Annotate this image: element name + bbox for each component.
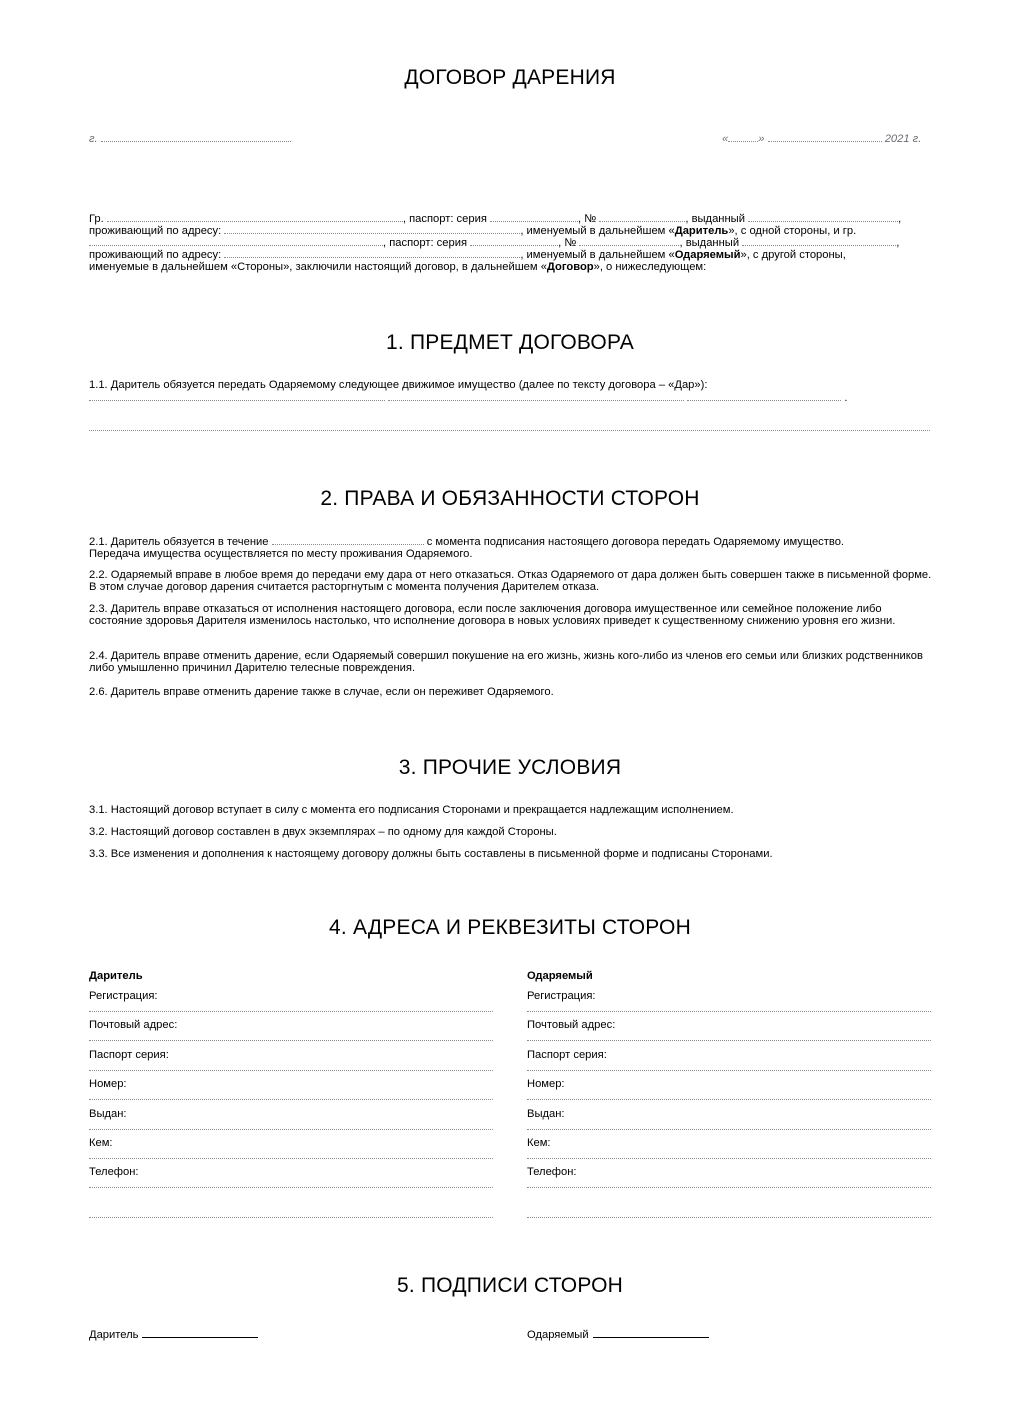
donee-field-line[interactable]	[527, 1187, 931, 1188]
donor-field-line[interactable]	[89, 1011, 493, 1012]
donor-field-label: Паспорт серия:	[89, 1048, 169, 1061]
comma: ,	[896, 237, 900, 249]
section-5-title: 5. ПОДПИСИ СТОРОН	[397, 1274, 623, 1297]
clause-3-2: 3.2. Настоящий договор составлен в двух экземплярах – по одному для каждой Стороны.	[89, 826, 557, 838]
parties-line-3	[89, 237, 899, 249]
donee-extra-line[interactable]	[527, 1217, 931, 1218]
parties-line-5	[89, 261, 706, 273]
donor-field-label: Кем:	[89, 1137, 113, 1149]
donor-field-label: Номер:	[89, 1078, 127, 1091]
parties-line-4	[89, 249, 846, 261]
date-open-quote: «	[722, 133, 729, 145]
donee-signature-line[interactable]	[593, 1327, 709, 1338]
donor-signature-label: Даритель	[89, 1329, 139, 1341]
donor-signature	[89, 1327, 258, 1341]
comma: ,	[898, 213, 902, 225]
clause-3-3: 3.3. Все изменения и дополнения к настоящему договору должны быть составлены в письменной форме и подписаны Сторонами.	[89, 848, 773, 860]
donee-name-blank[interactable]	[89, 245, 383, 246]
donor-field-line[interactable]	[89, 1040, 493, 1041]
donee-term: Одаряемый	[674, 249, 741, 261]
donor-field-line[interactable]	[89, 1070, 493, 1071]
donor-field-label: Телефон:	[89, 1166, 139, 1179]
clause-2-4: 2.4. Даритель вправе отменить дарение, если Одаряемый совершил покушение на его жизнь, жизнь кого-либо из членов его семьи или близких родственников либо умышленно причинил Дарителю телесные повреждения.	[89, 650, 923, 674]
date-year: 2021 г.	[884, 133, 922, 145]
clause-2-1	[89, 536, 844, 548]
donee-field-line[interactable]	[527, 1070, 931, 1071]
period: .	[844, 392, 848, 404]
donor-issued-blank[interactable]	[748, 221, 898, 222]
clause-1-1: 1.1. Даритель обязуется передать Одаряемому следующее движимое имущество (далее по тексту договора – «Дар»):	[89, 379, 708, 391]
donor-field-label: Выдан:	[89, 1107, 127, 1120]
donee-field-label: Выдан:	[527, 1107, 565, 1120]
section-3-title: 3. ПРОЧИЕ УСЛОВИЯ	[398, 756, 622, 779]
clause-3-1: 3.1. Настоящий договор вступает в силу с момента его подписания Сторонами и прекращается надлежащим исполнением.	[89, 804, 734, 816]
residence-label: проживающий по адресу:	[89, 225, 222, 237]
day-blank[interactable]	[728, 141, 758, 142]
donee-field-line[interactable]	[527, 1129, 931, 1130]
donor-field-label: Почтовый адрес:	[89, 1019, 178, 1032]
citizen-label: Гр.	[89, 213, 104, 225]
donee-signature	[527, 1327, 709, 1341]
gift-blank-3[interactable]	[687, 400, 841, 401]
donee-field-label: Регистрация:	[527, 990, 596, 1002]
one-side-label: », с одной стороны, и гр.	[728, 225, 857, 237]
donee-field-line[interactable]	[527, 1158, 931, 1159]
donor-field-label: Регистрация:	[89, 990, 158, 1002]
parties-line-1	[89, 213, 901, 225]
residence-label: проживающий по адресу:	[89, 249, 222, 261]
transfer-term-blank[interactable]	[272, 544, 424, 545]
donor-field-line[interactable]	[89, 1129, 493, 1130]
donor-field-line[interactable]	[89, 1099, 493, 1100]
donor-name-blank[interactable]	[107, 221, 403, 222]
city-line	[89, 133, 291, 145]
hereinafter-label: , именуемый в дальнейшем «	[520, 225, 675, 237]
city-prefix: г.	[89, 133, 98, 145]
parties-intro-text: именуемые в дальнейшем «Стороны», заключили настоящий договор, в дальнейшем «	[89, 261, 547, 273]
donee-field-line[interactable]	[527, 1099, 931, 1100]
city-blank[interactable]	[101, 141, 291, 142]
donor-field-line[interactable]	[89, 1187, 493, 1188]
number-label: , №	[578, 213, 597, 225]
donor-address-blank[interactable]	[224, 233, 520, 234]
donee-number-blank[interactable]	[579, 245, 679, 246]
donee-field-label: Кем:	[527, 1137, 551, 1149]
donor-requisites-heading: Даритель	[89, 970, 143, 982]
parties-line-2	[89, 225, 856, 237]
issued-label: , выданный	[685, 213, 745, 225]
gift-blank-line[interactable]	[89, 430, 930, 431]
parties-outro-text: », о нижеследующем:	[593, 261, 707, 273]
other-side-label: », с другой стороны,	[740, 249, 846, 261]
gift-blank-2[interactable]	[388, 400, 684, 401]
donor-signature-line[interactable]	[142, 1327, 258, 1338]
donee-field-label: Паспорт серия:	[527, 1048, 607, 1061]
clause-2-1-text-b: с момента подписания настоящего договора передать Одаряемому имущество.	[426, 536, 845, 548]
donee-field-label: Номер:	[527, 1078, 565, 1091]
donee-field-label: Телефон:	[527, 1166, 577, 1179]
donor-term: Даритель	[674, 225, 729, 237]
hereinafter-label: , именуемый в дальнейшем «	[520, 249, 675, 261]
gift-blank-1[interactable]	[89, 400, 385, 401]
donee-series-blank[interactable]	[470, 245, 558, 246]
donee-field-line[interactable]	[527, 1011, 931, 1012]
clause-2-1-text-a: 2.1. Даритель обязуется в течение	[89, 536, 269, 548]
donor-field-line[interactable]	[89, 1158, 493, 1159]
section-4-title: 4. АДРЕСА И РЕКВЕЗИТЫ СТОРОН	[329, 916, 691, 939]
gift-description-line	[89, 392, 847, 404]
clause-2-2: 2.2. Одаряемый вправе в любое время до передачи ему дара от него отказаться. Отказ Одаряемого от дара должен быть совершен также в письменной форме. В этом случае договор дарения считается расторгнутым с момента получения Дарителем отказа.	[89, 569, 932, 593]
passport-series-label: , паспорт: серия	[383, 237, 468, 249]
document-title: ДОГОВОР ДАРЕНИЯ	[404, 66, 616, 89]
date-close-quote: »	[758, 133, 765, 145]
donee-address-blank[interactable]	[224, 257, 520, 258]
donee-field-line[interactable]	[527, 1040, 931, 1041]
clause-2-1-cont: Передача имущества осуществляется по месту проживания Одаряемого.	[89, 548, 473, 560]
donee-issued-blank[interactable]	[742, 245, 896, 246]
donee-requisites-heading: Одаряемый	[527, 970, 593, 982]
donee-signature-label: Одаряемый	[527, 1329, 589, 1341]
issued-label: , выданный	[679, 237, 740, 249]
contract-term: Договор	[546, 261, 594, 273]
date-line	[722, 133, 921, 145]
number-label: , №	[558, 237, 577, 249]
month-blank[interactable]	[768, 141, 882, 142]
passport-series-label: , паспорт: серия	[402, 213, 487, 225]
donor-number-blank[interactable]	[599, 221, 685, 222]
clause-2-6: 2.6. Даритель вправе отменить дарение также в случае, если он переживет Одаряемого.	[89, 686, 554, 698]
section-1-title: 1. ПРЕДМЕТ ДОГОВОРА	[386, 331, 634, 354]
donor-extra-line[interactable]	[89, 1217, 493, 1218]
donee-field-label: Почтовый адрес:	[527, 1019, 616, 1032]
section-2-title: 2. ПРАВА И ОБЯЗАННОСТИ СТОРОН	[320, 487, 700, 510]
donor-series-blank[interactable]	[490, 221, 578, 222]
clause-2-3: 2.3. Даритель вправе отказаться от исполнения настоящего договора, если после заключения договора имущественное или семейное положение либо состояние здоровья Дарителя изменилось настолько, что исполнение договора в новых условиях приведет к существенному снижению уровня его жизни.	[89, 603, 896, 627]
